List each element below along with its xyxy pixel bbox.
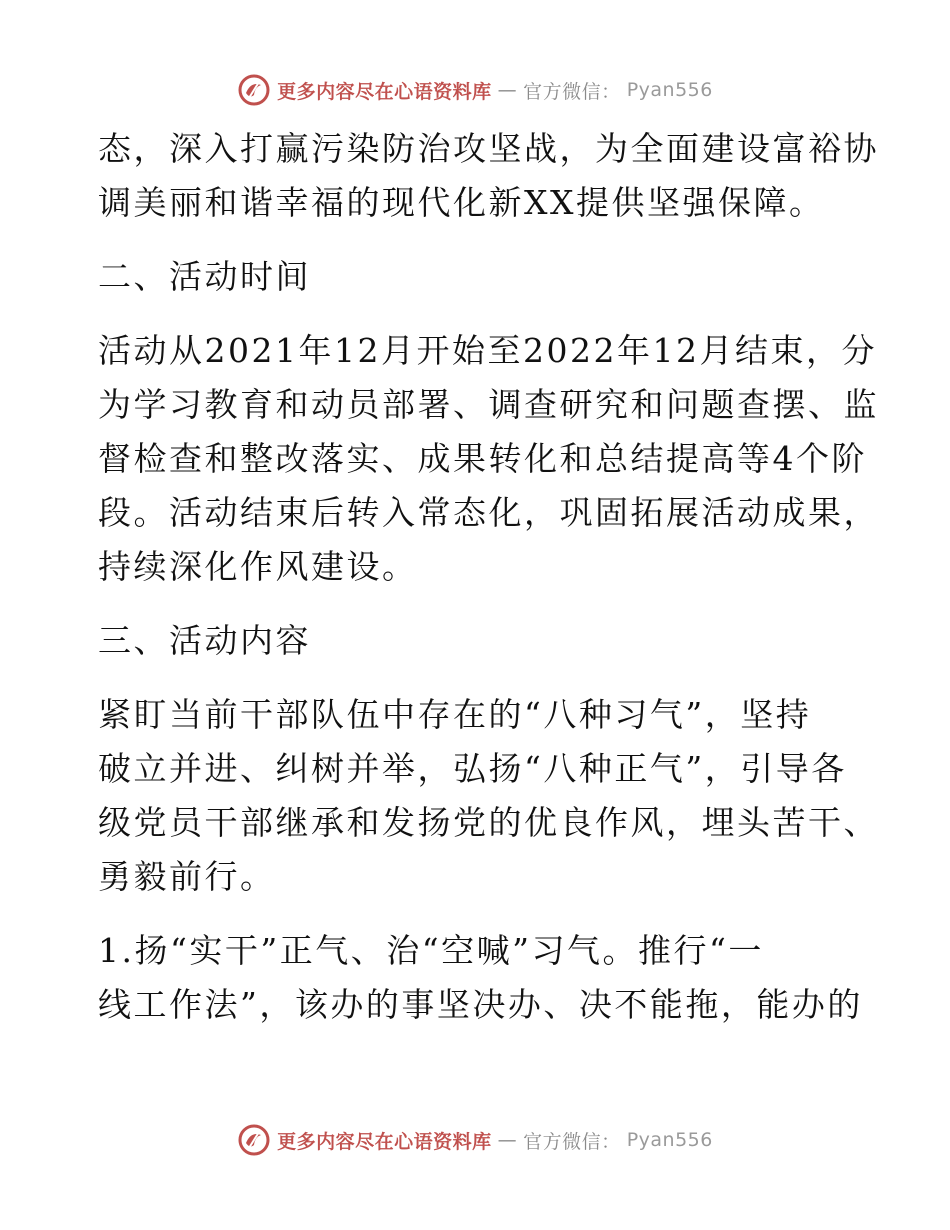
watermark-wechat-label: 官方微信： <box>523 80 621 103</box>
section-heading <box>98 250 858 304</box>
footer-watermark <box>0 1120 950 1160</box>
heading-activity-content: 三、活动内容 <box>98 621 311 660</box>
text-line: 勇毅前行。 <box>98 857 276 896</box>
heading-activity-time: 二、活动时间 <box>98 257 311 296</box>
watermark-wechat-id: Pyan556 <box>626 79 713 101</box>
text-line: 1.扬“实干”正气、治“空喊”习气。推行“一 <box>98 931 764 970</box>
paragraph <box>98 324 879 594</box>
text-line: 级党员干部继承和发扬党的优良作风，埋头苦干、 <box>98 803 879 842</box>
watermark-brand-text: 更多内容尽在心语资料库 <box>277 1130 492 1153</box>
watermark-separator: — <box>497 79 518 101</box>
section-heading <box>98 614 858 668</box>
text-line: 活动从2021年12月开始至2022年12月结束，分 <box>98 331 877 370</box>
rose-swirl-icon <box>237 73 271 107</box>
text-line: 紧盯当前干部队伍中存在的“八种习气”，坚持 <box>98 695 812 734</box>
text-line: 督检查和整改落实、成果转化和总结提高等4个阶 <box>98 439 867 478</box>
watermark-wechat-label: 官方微信： <box>523 1130 621 1153</box>
text-line: 持续深化作风建设。 <box>98 547 418 586</box>
paragraph <box>98 688 879 904</box>
watermark-wechat-id: Pyan556 <box>626 1129 713 1151</box>
text-line: 调美丽和谐幸福的现代化新XX提供坚强保障。 <box>98 183 825 222</box>
text-line: 线工作法”，该办的事坚决办、决不能拖，能办的 <box>98 985 863 1024</box>
paragraph <box>98 122 879 230</box>
paragraph <box>98 924 863 1032</box>
rose-swirl-icon <box>237 1123 271 1157</box>
watermark-brand-text: 更多内容尽在心语资料库 <box>277 80 492 103</box>
header-watermark <box>0 70 950 110</box>
document-body <box>98 122 879 1032</box>
text-line: 态，深入打赢污染防治攻坚战，为全面建设富裕协 <box>98 129 879 168</box>
text-line: 为学习教育和动员部署、调查研究和问题查摆、监 <box>98 385 879 424</box>
text-line: 段。活动结束后转入常态化，巩固拓展活动成果， <box>98 493 879 532</box>
watermark-separator: — <box>497 1129 518 1151</box>
text-line: 破立并进、纠树并举，弘扬“八种正气”，引导各 <box>98 749 847 788</box>
